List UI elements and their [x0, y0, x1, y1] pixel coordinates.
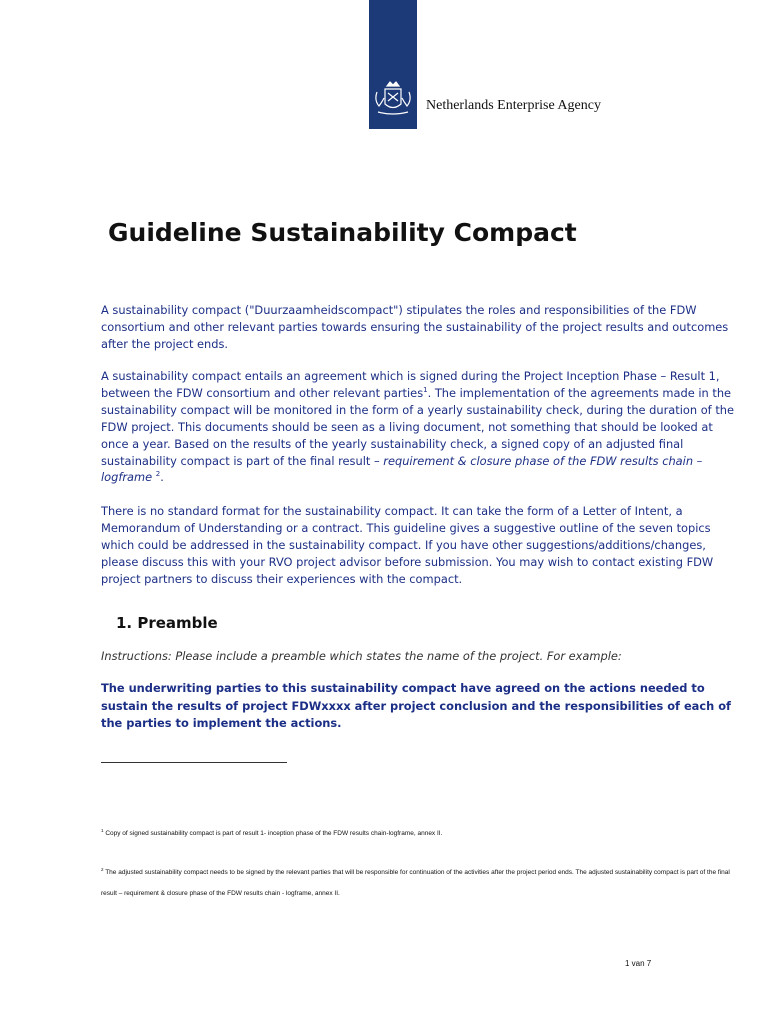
- intro-paragraph-2: [101, 368, 741, 486]
- p2-text-b: . The implementation of the agreements made in the sustainability compact will be monitored in the form of a yearly sustainability check, during the duration of the FDW project. This documents should be seen as a living document, not something that should be looked at once a year. Based on the results of the yearly sustainability check, a signed copy of an adjusted final sustainability compact is part of the final result –: [101, 385, 735, 468]
- footnote-2-number: 2: [101, 867, 104, 872]
- footnote-ref-1[interactable]: 1: [423, 386, 428, 395]
- instructions-text: Instructions: Please include a preamble which states the name of the project. For example:: [101, 649, 622, 663]
- footnote-ref-2[interactable]: 2: [155, 470, 161, 479]
- intro-paragraph-3: There is no standard format for the sustainability compact. It can take the form of a Letter of Intent, a Memorandum of Understanding or a contract. This guideline gives a suggestive outline of the seven topics which could be addressed in the sustainability compact. If you have other suggestions/additions/changes, please discuss this with your RVO project advisor before submission. You may wish to contact existing FDW project partners to discuss their experiences with the compact.: [101, 504, 714, 586]
- p2-text-a: A sustainability compact entails an agreement which is signed during the Project Inception Phase – Result 1, between the FDW consortium and other relevant parties: [101, 369, 720, 400]
- example-text: The underwriting parties to this sustainability compact have agreed on the actions needed to sustain the results of project FDWxxxx after project conclusion and the responsibilities of each of the parties to implement the actions.: [101, 681, 731, 730]
- agency-name: Netherlands Enterprise Agency: [426, 98, 601, 113]
- footnote-2: [101, 859, 741, 904]
- crest-icon: [372, 80, 414, 122]
- page-number: 1 van 7: [625, 959, 652, 968]
- p2-end: .: [160, 470, 164, 485]
- footnote-1-number: 1: [101, 828, 104, 833]
- logo-bar: [369, 0, 417, 129]
- footnote-1-text: Copy of signed sustainability compact is part of result 1- inception phase of the FDW results chain-logframe, annex II.: [103, 830, 443, 838]
- section-heading-preamble: 1. Preamble: [116, 614, 218, 632]
- footnote-1: [101, 828, 741, 837]
- footnote-2-text: The adjusted sustainability compact needs to be signed by the relevant parties that will be responsible for continuation of the activities after the project period ends. The adjusted sustainability compact is part of the final result – requirement & closure phase of the FDW results chain - logframe, annex II.: [101, 869, 730, 898]
- footnote-divider: [101, 762, 287, 763]
- intro-paragraph-1: A sustainability compact ("Duurzaamheidscompact") stipulates the roles and responsibilities of the FDW consortium and other relevant parties towards ensuring the sustainability of the project results and outcomes after the project ends.: [101, 303, 729, 351]
- document-title: Guideline Sustainability Compact: [108, 218, 577, 247]
- p2-italic: requirement & closure phase of the FDW results chain – logframe: [101, 453, 703, 485]
